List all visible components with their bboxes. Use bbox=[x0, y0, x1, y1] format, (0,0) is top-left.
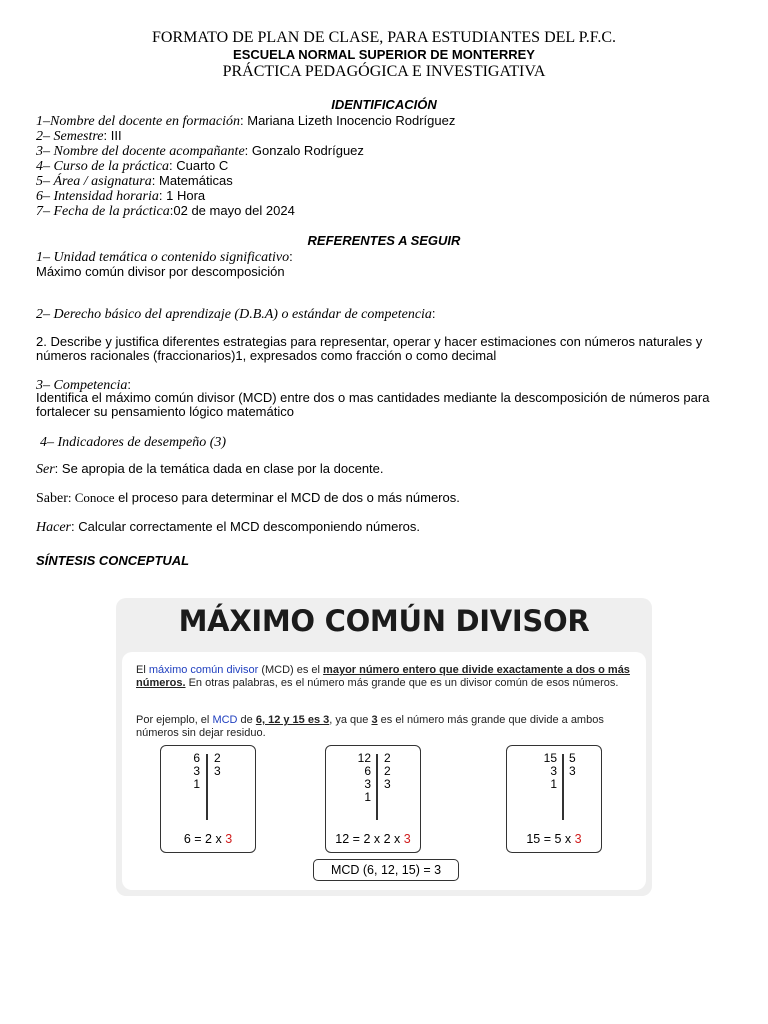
id-row-label: 1–Nombre del docente en formación bbox=[36, 114, 240, 129]
competencia-heading: 3– Competencia: bbox=[36, 377, 131, 393]
hacer-label: Hacer bbox=[36, 520, 71, 535]
id-row-value: Gonzalo Rodríguez bbox=[248, 143, 364, 158]
id-row-5: 5– Área / asignatura: Matemáticas bbox=[36, 173, 233, 189]
prime-factor: 2 bbox=[214, 751, 221, 765]
example-paragraph bbox=[136, 714, 636, 740]
id-row-6: 6– Intensidad horaria: 1 Hora bbox=[36, 188, 206, 204]
text-fragment: es el número más grande que divide a ambos números sin dejar residuo. bbox=[136, 714, 604, 739]
unidad-heading: 1– Unidad temática o contenido significativo: bbox=[36, 249, 293, 265]
id-row-value: Matemáticas bbox=[155, 173, 233, 188]
unidad-value: Máximo común divisor por descomposición bbox=[36, 264, 285, 279]
id-row-label: 3– Nombre del docente acompañante bbox=[36, 144, 245, 159]
division-line bbox=[562, 754, 564, 820]
text-fragment: (MCD) es el bbox=[258, 664, 324, 676]
dividend: 6 bbox=[193, 751, 200, 765]
saber-label: Saber bbox=[36, 491, 68, 506]
id-row-label: 4– Curso de la práctica bbox=[36, 159, 169, 174]
dba-heading: 2– Derecho básico del aprendizaje (D.B.A) o estándar de competencia: bbox=[36, 306, 436, 322]
dividend: 3 bbox=[550, 764, 557, 778]
equation-text: 6 = 2 x bbox=[183, 832, 226, 846]
prime-factor: 5 bbox=[569, 751, 576, 765]
decomposition-box-12 bbox=[325, 745, 421, 853]
infographic-body bbox=[122, 652, 646, 890]
text-fragment: El bbox=[136, 664, 149, 676]
competencia-label: 3– Competencia bbox=[36, 378, 128, 393]
header-school: ESCUELA NORMAL SUPERIOR DE MONTERREY bbox=[233, 47, 535, 62]
id-row-label: 2– Semestre bbox=[36, 129, 104, 144]
header-line-3: PRÁCTICA PEDAGÓGICA E INVESTIGATIVA bbox=[222, 63, 546, 80]
id-row-label: 5– Área / asignatura bbox=[36, 174, 152, 189]
dividend: 1 bbox=[193, 777, 200, 791]
prime-factor: 3 bbox=[569, 764, 576, 778]
prime-factor: 2 bbox=[384, 751, 391, 765]
factorization-equation bbox=[326, 832, 420, 846]
saber-prefix: : Conoce bbox=[67, 490, 115, 505]
id-row-value: 02 de mayo del 2024 bbox=[173, 203, 295, 218]
bold-three: 3 bbox=[371, 714, 378, 726]
decomposition-box-6 bbox=[160, 745, 256, 853]
decomposition-box-15 bbox=[506, 745, 602, 853]
dividend: 3 bbox=[364, 777, 371, 791]
hacer-row: Hacer: Calcular correctamente el MCD descomponiendo números. bbox=[36, 519, 421, 535]
ser-label: Ser bbox=[36, 462, 55, 477]
ser-text: Se apropia de la temática dada en clase por la docente. bbox=[58, 461, 384, 476]
sintesis-title: SÍNTESIS CONCEPTUAL bbox=[36, 553, 190, 568]
dividend: 1 bbox=[550, 777, 557, 791]
dba-text: 2. Describe y justifica diferentes estrategias para representar, operar y hacer estimaciones con números naturales y números racionales (fraccionarios)1, expresados como fracción o como decimal bbox=[36, 334, 703, 363]
dba-label: 2– Derecho básico del aprendizaje (D.B.A) o estándar de competencia bbox=[36, 307, 432, 322]
id-row-3: 3– Nombre del docente acompañante: Gonzalo Rodríguez bbox=[36, 143, 364, 159]
common-factor: 3 bbox=[225, 832, 233, 846]
hacer-text: Calcular correctamente el MCD descomponiendo números. bbox=[74, 519, 421, 534]
id-row-2: 2– Semestre: III bbox=[36, 128, 122, 144]
text-fragment: En otras palabras, es el número más grande que es un divisor común de esos números. bbox=[185, 677, 619, 689]
term-highlight: MCD bbox=[212, 714, 238, 726]
id-row-value: Cuarto C bbox=[172, 158, 229, 173]
id-row-value: Mariana Lizeth Inocencio Rodríguez bbox=[243, 113, 456, 128]
indicadores-label: 4– Indicadores de desempeño (3) bbox=[40, 435, 227, 450]
text-fragment: de bbox=[237, 714, 256, 726]
mcd-infographic bbox=[116, 598, 652, 896]
unidad-label: 1– Unidad temática o contenido significativo bbox=[36, 250, 290, 265]
dividend: 6 bbox=[364, 764, 371, 778]
prime-factor: 3 bbox=[384, 777, 391, 791]
equation-text: 12 = 2 x 2 x bbox=[335, 832, 404, 846]
common-factor: 3 bbox=[403, 832, 411, 846]
infographic-title: MÁXIMO COMÚN DIVISOR bbox=[178, 604, 590, 638]
definition-paragraph bbox=[136, 664, 636, 690]
dividend: 12 bbox=[357, 751, 371, 765]
term-highlight: máximo común divisor bbox=[148, 664, 259, 676]
prime-factor: 3 bbox=[214, 764, 221, 778]
dividend: 1 bbox=[364, 790, 371, 804]
equation-text: 15 = 5 x bbox=[526, 832, 575, 846]
dividend: 15 bbox=[543, 751, 557, 765]
id-row-label: 6– Intensidad horaria bbox=[36, 189, 159, 204]
id-row-value: 1 Hora bbox=[162, 188, 206, 203]
id-row-value: III bbox=[107, 128, 122, 143]
text-fragment: Por ejemplo, el bbox=[136, 714, 213, 726]
factorization-equation bbox=[161, 832, 255, 846]
indicadores-heading bbox=[40, 434, 226, 451]
saber-text: el proceso para determinar el MCD de dos o más números. bbox=[114, 490, 460, 505]
competencia-text: Identifica el máximo común divisor (MCD) entre dos o mas cantidades mediante la descomposición de números para fortalecer su pensamiento lógico matemático bbox=[36, 390, 710, 419]
mcd-result-box: MCD (6, 12, 15) = 3 bbox=[313, 859, 459, 881]
division-line bbox=[376, 754, 378, 820]
dividend: 3 bbox=[193, 764, 200, 778]
text-fragment: , ya que bbox=[329, 714, 372, 726]
identificacion-title: IDENTIFICACIÓN bbox=[331, 97, 437, 112]
factorization-equation bbox=[507, 832, 601, 846]
division-line bbox=[206, 754, 208, 820]
prime-factor: 2 bbox=[384, 764, 391, 778]
saber-row bbox=[36, 490, 460, 507]
bold-definition: mayor número entero que divide exactamente a dos o más números. bbox=[136, 664, 630, 689]
common-factor: 3 bbox=[574, 832, 582, 846]
id-row-4: 4– Curso de la práctica: Cuarto C bbox=[36, 158, 229, 174]
id-row-7: 7– Fecha de la práctica:02 de mayo del 2024 bbox=[36, 203, 295, 219]
id-row-1: 1–Nombre del docente en formación: Mariana Lizeth Inocencio Rodríguez bbox=[36, 113, 456, 129]
header-line-1: FORMATO DE PLAN DE CLASE, PARA ESTUDIANTES DEL P.F.C. bbox=[152, 29, 616, 46]
ser-row: Ser: Se apropia de la temática dada en clase por la docente. bbox=[36, 461, 384, 477]
bold-example: 6, 12 y 15 es 3 bbox=[255, 714, 330, 726]
id-row-label: 7– Fecha de la práctica bbox=[36, 204, 170, 219]
referentes-title: REFERENTES A SEGUIR bbox=[307, 233, 461, 248]
